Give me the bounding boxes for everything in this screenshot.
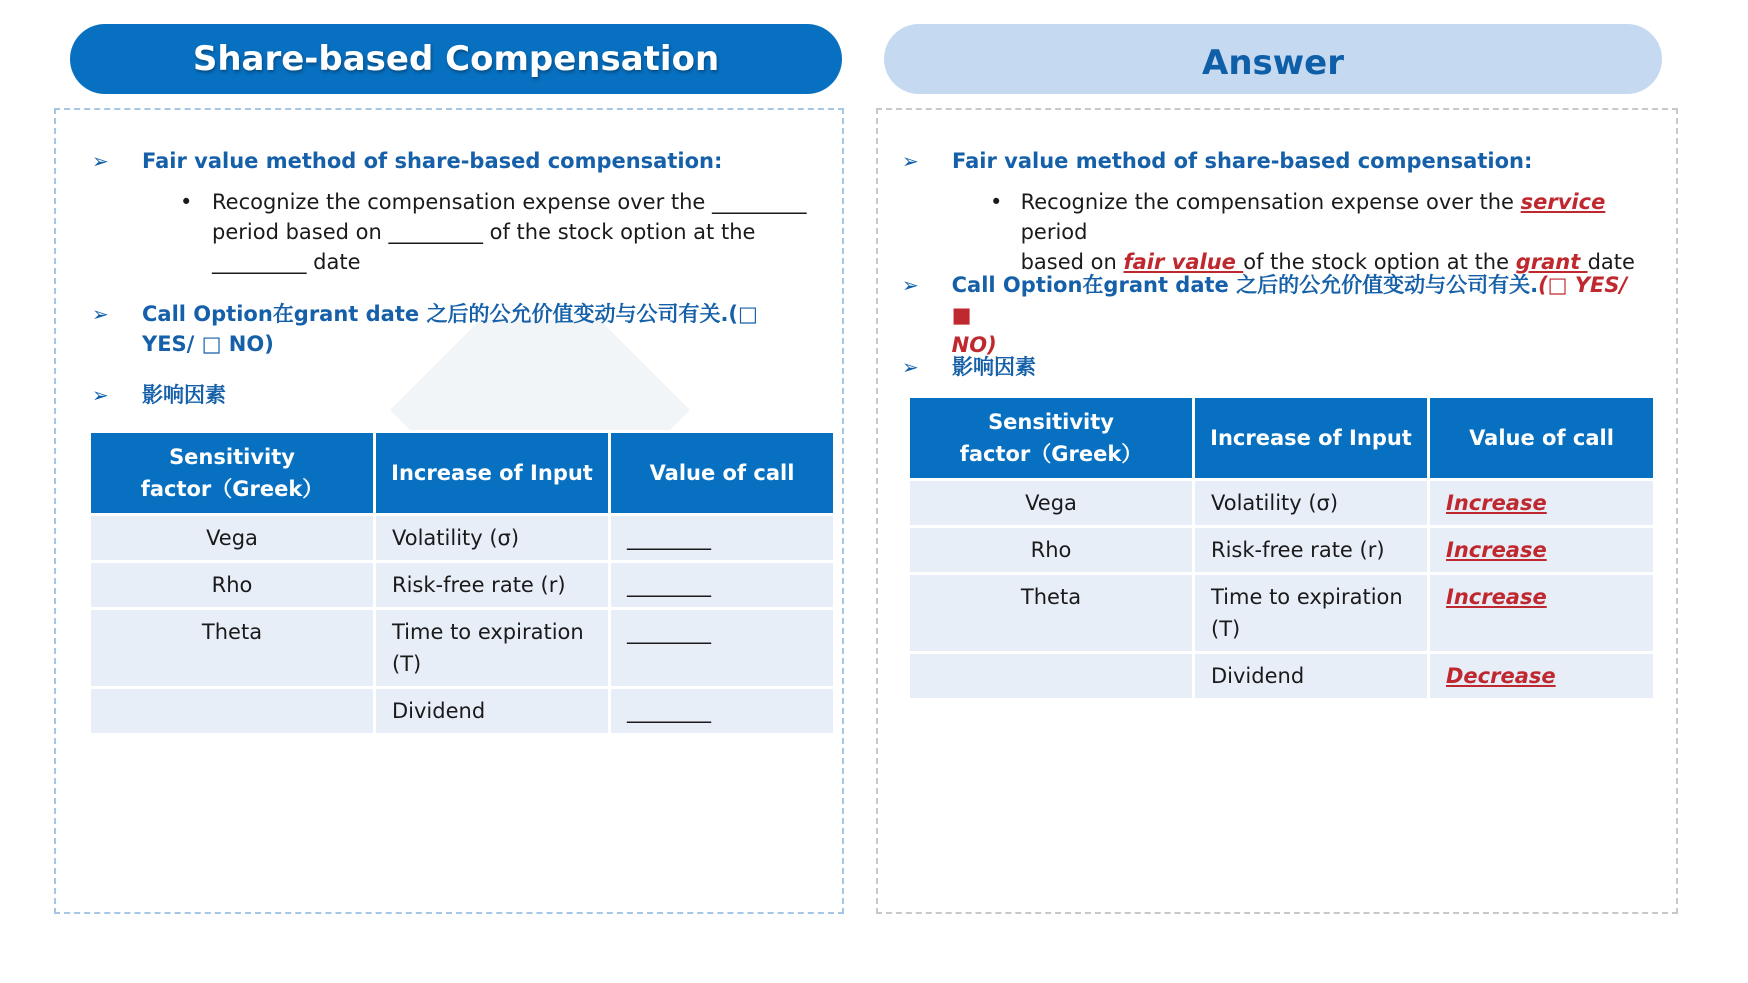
- arrow-bullet-icon: ➢: [902, 355, 919, 379]
- factor-cell: Vega: [909, 480, 1194, 527]
- value-answer-cell: Increase: [1429, 480, 1655, 527]
- left-bullet2-line1: Call Option在grant date 之后的公允价值变动与公司有关.(□: [142, 302, 758, 326]
- factor-cell: [909, 653, 1194, 700]
- table-row: [90, 688, 835, 735]
- value-blank-cell: ________: [610, 515, 835, 562]
- factor-cell: [90, 688, 375, 735]
- header-increase-of-input: Increase of Input: [375, 432, 610, 515]
- arrow-bullet-icon: ➢: [902, 149, 919, 173]
- left-sub-bullet: [180, 187, 820, 277]
- answer-service: service: [1520, 190, 1606, 214]
- right-sub-text: [1021, 187, 1650, 277]
- left-bullet1-text: Fair value method of share-based compensation:: [142, 149, 723, 173]
- right-bullet2-text: Call Option在grant date 之后的公允价值变动与公司有关.(□ YES/■ NO): [952, 270, 1642, 360]
- table-row: [909, 653, 1655, 700]
- left-title-banner: [70, 24, 842, 94]
- right-title-banner: [884, 24, 1662, 94]
- right-sensitivity-table: [907, 395, 1656, 701]
- left-bullet2-line2: YES/ □ NO): [142, 332, 274, 356]
- left-sub-line1: Recognize the compensation expense over the _________: [212, 190, 807, 214]
- input-cell: Volatility (σ): [1194, 480, 1429, 527]
- input-cell: Time to expiration (T): [375, 609, 610, 688]
- right-sub-line1: Recognize the compensation expense over the service period: [1020, 190, 1606, 244]
- value-answer-cell: Decrease: [1429, 653, 1655, 700]
- input-cell: Time to expiration (T): [1194, 574, 1429, 653]
- arrow-bullet-icon: ➢: [92, 149, 109, 173]
- right-bullet-fair-value: [902, 146, 1642, 176]
- right-bullet1-text: Fair value method of share-based compensation:: [952, 149, 1533, 173]
- value-blank-cell: ________: [610, 562, 835, 609]
- right-bullet-call-option: [902, 270, 1642, 360]
- input-cell: Risk-free rate (r): [375, 562, 610, 609]
- left-title: Share-based Compensation: [192, 39, 720, 79]
- left-bullet3-text: 影响因素: [142, 383, 226, 407]
- value-answer-cell: Increase: [1429, 574, 1655, 653]
- arrow-bullet-icon: ➢: [92, 383, 109, 407]
- header-sensitivity-factor: Sensitivity factor（Greek）: [909, 397, 1194, 480]
- input-cell: Dividend: [1194, 653, 1429, 700]
- factor-cell: Vega: [90, 515, 375, 562]
- left-bullet-fair-value: [92, 146, 812, 176]
- input-cell: Risk-free rate (r): [1194, 527, 1429, 574]
- table-header-row: [90, 432, 835, 515]
- answer-yes-no: (□ YES/■: [951, 273, 1628, 327]
- right-title: Answer: [1202, 43, 1344, 83]
- arrow-bullet-icon: ➢: [92, 302, 109, 326]
- table-row: [909, 480, 1655, 527]
- answer-grant: grant: [1515, 250, 1588, 274]
- header-increase-of-input: Increase of Input: [1194, 397, 1429, 480]
- left-bullet-call-option: [92, 299, 812, 359]
- value-answer-cell: Increase: [1429, 527, 1655, 574]
- table-row: [909, 527, 1655, 574]
- left-sub-line2: period based on _________ of the stock option at the: [212, 220, 756, 244]
- arrow-bullet-icon: ➢: [902, 273, 919, 297]
- table-row: [909, 574, 1655, 653]
- factor-cell: Theta: [90, 609, 375, 688]
- left-sensitivity-table: [88, 430, 836, 736]
- factor-cell: Theta: [909, 574, 1194, 653]
- table-row: [90, 609, 835, 688]
- input-cell: Volatility (σ): [375, 515, 610, 562]
- dot-bullet-icon: •: [990, 190, 1003, 214]
- header-sensitivity-factor: Sensitivity factor（Greek）: [90, 432, 375, 515]
- header-value-of-call: Value of call: [1429, 397, 1655, 480]
- answer-no: NO): [951, 333, 997, 357]
- table-row: [90, 515, 835, 562]
- input-cell: Dividend: [375, 688, 610, 735]
- left-bullet2-text: [142, 299, 758, 359]
- table-header-row: [909, 397, 1655, 480]
- header-value-of-call: Value of call: [610, 432, 835, 515]
- right-bullet-factors: [902, 352, 1642, 382]
- table-row: [90, 562, 835, 609]
- left-sub-text: [212, 187, 807, 277]
- left-bullet-factors: [92, 380, 812, 410]
- value-blank-cell: ________: [610, 609, 835, 688]
- right-sub-line2: based on fair value of the stock option at the grant date: [1020, 250, 1635, 274]
- dot-bullet-icon: •: [180, 190, 193, 214]
- left-sub-line3: _________ date: [212, 250, 361, 274]
- factor-cell: Rho: [90, 562, 375, 609]
- factor-cell: Rho: [909, 527, 1194, 574]
- value-blank-cell: ________: [610, 688, 835, 735]
- answer-fair-value: fair value: [1123, 250, 1244, 274]
- right-sub-bullet: [990, 187, 1650, 277]
- right-bullet3-text: 影响因素: [952, 355, 1036, 379]
